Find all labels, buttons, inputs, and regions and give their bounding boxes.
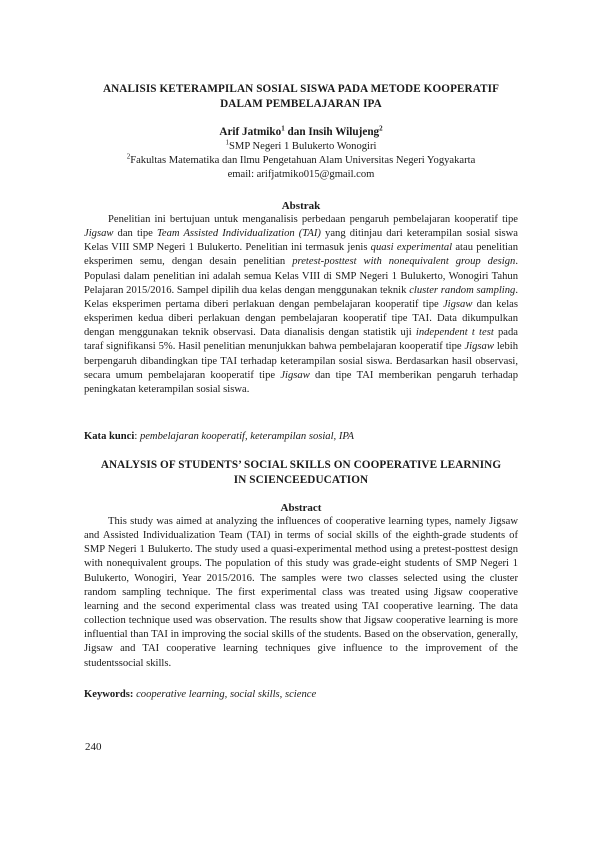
paper-title-id: [84, 82, 518, 112]
affiliations: [84, 140, 518, 182]
author-name: Insih Wilujeng: [308, 126, 380, 138]
page-number: 240: [85, 741, 102, 753]
keywords-id: Kata kunci: pembelajaran kooperatif, keterampilan sosial, IPA: [84, 431, 354, 442]
title-en-line1: ANALYSIS OF STUDENTS’ SOCIAL SKILLS ON COOPERATIVE LEARNING: [100, 459, 502, 471]
abstract-en-paragraph: This study was aimed at analyzing the influences of cooperative learning types, namely Jigsaw and Assisted Individualization Team (TAI) in terms of social skills of the eighth-grade students of SMP Negeri 1 Bulukerto. The study used a quasi-experimental method using a pretest-posttest design with nonequivalent groups. The population of this study was grade-eight students of SMP Negeri 1 Bulukerto, Wonogiri, Year 2015/2016. The samples were two classes selected using the cluster random sampling technique. The first experimental class was treated using Jigsaw cooperative learning and the second experimental class was treated using TAI cooperative learning. The data collection technique used was observation. The results show that Jigsaw cooperative learning is more influential than TAI in improving the social skills of the students. Based on the observation, generally, Jigsaw and TAI cooperative learning techniques give influence to the improvement of the studentssocial skills.: [84, 516, 518, 669]
author-separator: dan: [284, 126, 309, 138]
keywords-id-label: Kata kunci: [84, 431, 135, 442]
author-affiliation-marker: 2: [379, 124, 383, 133]
keywords-en: [84, 688, 518, 702]
abstract-heading-id: Abstrak: [281, 200, 321, 212]
abstract-en: [84, 515, 518, 671]
title-id-line2: DALAM PEMBELAJARAN IPA: [220, 98, 382, 110]
abstract-id: [84, 213, 518, 397]
author-line: [84, 125, 518, 139]
author-email: email: arifjatmiko015@gmail.com: [227, 169, 375, 180]
keywords-id-text: pembelajaran kooperatif, keterampilan sosial, IPA: [139, 431, 354, 442]
keywords-en-text: cooperative learning, social skills, science: [136, 689, 317, 700]
author-affiliation-marker: 1: [281, 124, 285, 133]
affiliation-2: $^2$Fakultas Matematika dan Ilmu Pengetahuan Alam Universitas Negeri Yogyakarta: [126, 152, 476, 166]
keywords-en-label: Keywords:: [84, 689, 134, 700]
author-name: Arif Jatmiko: [219, 126, 282, 138]
affiliation-1: $^1$SMP Negeri 1 Bulukerto Wonogiri: [225, 138, 377, 152]
abstract-id-paragraph: Penelitian ini bertujuan untuk menganalisis perbedaan pengaruh pembelajaran kooperatif tipe Jigsaw dan tipe Team Assisted Individualization (TAI) yang ditinjau dari keterampilan sosial siswa Kelas VIII SMP Negeri 1 Bulukerto. Penelitian ini termasuk jenis quasi experimental atau penelitian eksperimen semu, dengan desain penelitian pretest-posttest with nonequivalent group design. Populasi dalam penelitian ini adalah semua Kelas VIII di SMP Negeri 1 Bulukerto, Wonogiri Tahun Pelajaran 2015/2016. Sampel dipilih dua kelas dengan menggunakan teknik cluster random sampling. Kelas eksperimen pertama diberi perlakuan dengan pembelajaran kooperatif tipe Jigsaw dan kelas eksperimen kedua diberi perlakuan dengan pembelajaran kooperatif tipe TAI. Data dikumpulkan dengan menggunakan teknik observasi. Data dianalisis dengan statistik uji independent t test pada taraf signifikansi 5%. Hasil penelitian menunjukkan bahwa pembelajaran kooperatif tipe Jigsaw lebih berpengaruh dibandingkan tipe TAI terhadap keterampilan sosial siswa. Berdasarkan hasil observasi, secara umum pembelajaran kooperatif tipe Jigsaw dan tipe TAI memberikan pengaruh terhadap peningkatan keterampilan sosial siswa.: [84, 214, 519, 395]
paper-title-en: [84, 458, 518, 488]
abstract-heading-en: Abstract: [280, 502, 322, 514]
title-id-line1: ANALISIS KETERAMPILAN SOSIAL SISWA PADA METODE KOOPERATIF: [102, 83, 500, 95]
title-en-line2: IN SCIENCEEDUCATION: [233, 474, 369, 486]
